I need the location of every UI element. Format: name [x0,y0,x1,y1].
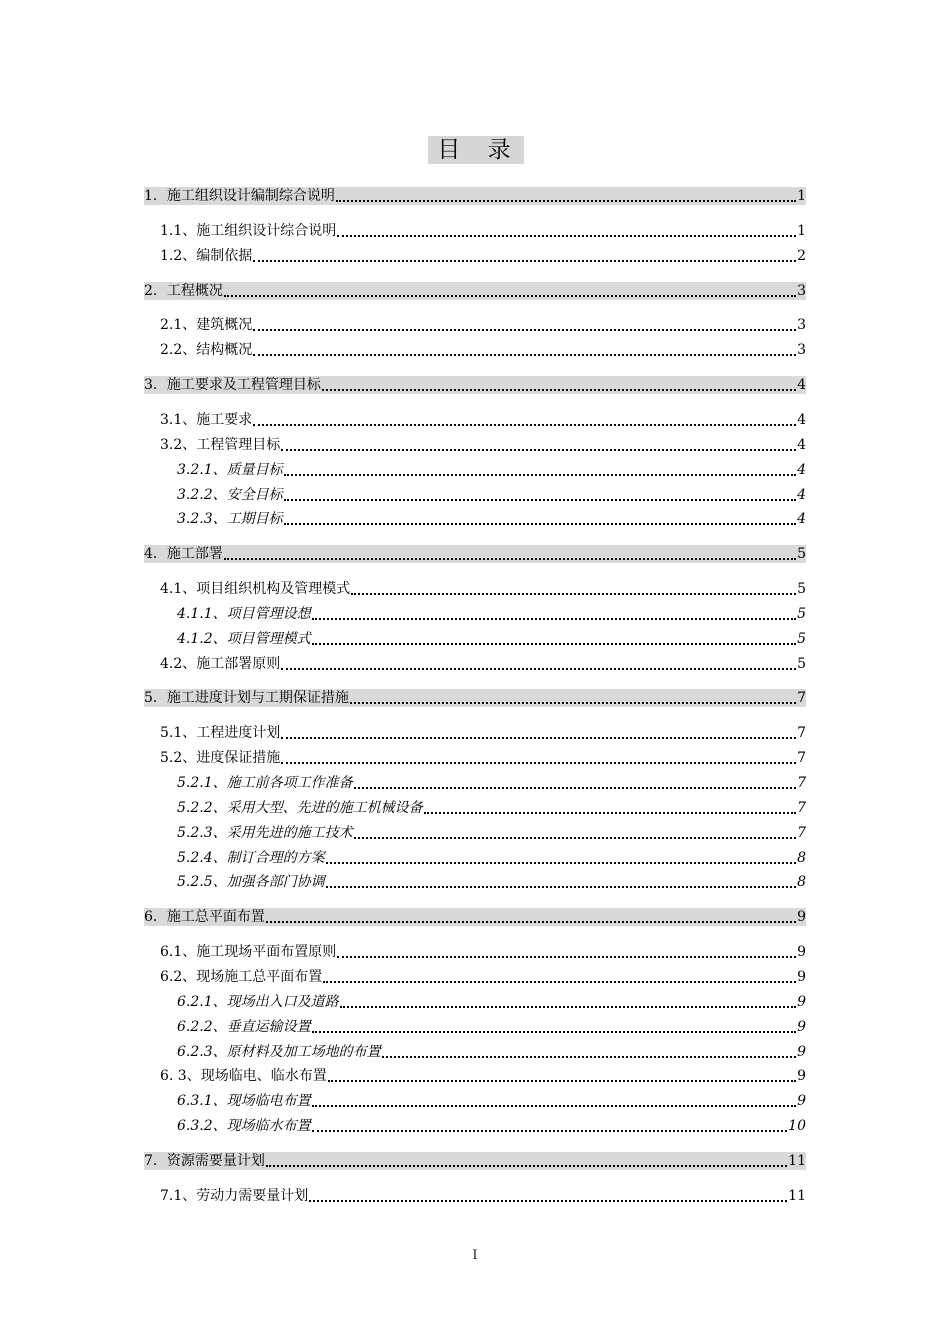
toc-entry-label: 6.2.2、垂直运输设置 [177,1019,311,1035]
toc-entry[interactable] [160,247,806,265]
toc-entry[interactable] [177,873,806,891]
dot-leader [281,733,796,739]
toc-entry-page: 5 [797,606,806,622]
toc-entry-page: 8 [797,874,806,890]
toc-entry-label: 3．施工要求及工程管理目标 [144,377,321,393]
toc-entry[interactable] [177,510,806,528]
toc-entry-page: 9 [797,969,806,985]
dot-leader [336,196,796,202]
dot-leader [337,231,796,237]
toc-entry-page: 7 [797,725,806,741]
dot-leader [312,639,796,645]
toc-entry-page: 3 [797,342,806,358]
dot-leader [266,917,796,923]
toc-entry-page: 5 [797,581,806,597]
dot-leader [312,614,796,620]
dot-leader [382,1052,796,1058]
toc-entry-page: 9 [797,1019,806,1035]
dot-leader [266,1161,787,1167]
toc-entry-page: 4 [797,437,806,453]
toc-entry-page: 1 [797,223,806,239]
toc-entry[interactable] [144,689,806,707]
toc-entry[interactable] [160,1187,806,1205]
toc-entry-label: 1．施工组织设计编制综合说明 [144,188,335,204]
toc-entry-label: 5.2.4、制订合理的方案 [177,850,325,866]
dot-leader [224,554,796,560]
toc-entry-page: 4 [797,462,806,478]
toc-entry-page: 9 [797,1044,806,1060]
toc-entry[interactable] [160,749,806,767]
toc-entry-label: 2.2、结构概况 [160,342,253,358]
toc-entry-page: 7 [797,825,806,841]
toc-entry-label: 7.1、劳动力需要量计划 [160,1188,309,1204]
toc-entry-page: 7 [797,690,806,706]
toc-entry-label: 3.1、施工要求 [160,412,253,428]
dot-leader [337,952,796,958]
toc-entry[interactable] [177,461,806,479]
toc-entry[interactable] [160,724,806,742]
toc-entry-page: 11 [788,1153,806,1169]
toc-entry[interactable] [144,376,806,394]
toc-entry-label: 3.2、工程管理目标 [160,437,281,453]
toc-entry-label: 6.3.2、现场临水布置 [177,1118,311,1134]
dot-leader [326,882,796,888]
toc-entry-label: 4．施工部署 [144,546,223,562]
dot-leader [323,977,796,983]
dot-leader [312,1027,796,1033]
toc-entry[interactable] [177,799,806,817]
toc-entry[interactable] [177,486,806,504]
toc-entry[interactable] [177,1117,806,1135]
toc-entry-page: 4 [797,377,806,393]
toc-entry[interactable] [160,436,806,454]
toc-entry-page: 2 [797,248,806,264]
toc-entry[interactable] [160,655,806,673]
dot-leader [284,470,796,476]
toc-entry[interactable] [177,605,806,623]
toc-entry[interactable] [177,849,806,867]
dot-leader [350,698,796,704]
dot-leader [253,350,796,356]
toc-entry-label: 6.1、施工现场平面布置原则 [160,944,337,960]
toc-entry-page: 9 [797,909,806,925]
toc-entry-page: 5 [797,631,806,647]
dot-leader [424,808,796,814]
toc-entry-label: 3.2.3、工期目标 [177,511,283,527]
dot-leader [354,833,796,839]
toc-entry-label: 2.1、建筑概况 [160,317,253,333]
toc-entry-page: 1 [797,188,806,204]
toc-entry[interactable] [160,1067,806,1085]
toc-entry-page: 9 [797,1093,806,1109]
toc-entry-label: 1.1、施工组织设计综合说明 [160,223,337,239]
toc-entry-page: 7 [797,750,806,766]
dot-leader [284,495,796,501]
toc-entry-page: 4 [797,487,806,503]
toc-entry[interactable] [160,943,806,961]
toc-entry[interactable] [144,282,806,300]
toc-entry-label: 6．施工总平面布置 [144,909,265,925]
toc-entry[interactable] [160,222,806,240]
toc-entry-page: 3 [797,283,806,299]
dot-leader [253,256,796,262]
toc-entry-label: 5．施工进度计划与工期保证措施 [144,690,349,706]
toc-entry[interactable] [144,1152,806,1170]
toc-entry-label: 2．工程概况 [144,283,223,299]
toc-entry-page: 4 [797,511,806,527]
toc-entry-page: 7 [797,775,806,791]
dot-leader [328,1076,796,1082]
toc-title: 目 录 [428,136,524,164]
toc-entry[interactable] [177,630,806,648]
toc-entry-label: 5.2.3、采用先进的施工技术 [177,825,353,841]
toc-entry-label: 6.2.3、原材料及加工场地的布置 [177,1044,381,1060]
dot-leader [312,1101,796,1107]
dot-leader [281,445,796,451]
dot-leader [224,291,796,297]
dot-leader [312,1126,788,1132]
dot-leader [284,519,796,525]
toc-entry-label: 4.2、施工部署原则 [160,656,281,672]
toc-entry-page: 10 [788,1118,806,1134]
toc-entry-label: 4.1.1、项目管理设想 [177,606,311,622]
toc-entry[interactable] [177,774,806,792]
dot-leader [326,858,796,864]
dot-leader [309,1196,787,1202]
toc-entry-page: 9 [797,1068,806,1084]
toc-entry-label: 5.2、进度保证措施 [160,750,281,766]
toc-entry[interactable] [160,316,806,334]
toc-entry[interactable] [144,545,806,563]
dot-leader [322,385,796,391]
dot-leader [340,1002,796,1008]
toc-entry-page: 11 [788,1188,806,1204]
toc-entry-page: 8 [797,850,806,866]
toc-entry-label: 7．资源需要量计划 [144,1153,265,1169]
toc-entry-label: 5.2.2、采用大型、先进的施工机械设备 [177,800,423,816]
toc-entry-label: 1.2、编制依据 [160,248,253,264]
toc-entry-label: 6.3.1、现场临电布置 [177,1093,311,1109]
toc-entry-page: 7 [797,800,806,816]
toc-entry[interactable] [177,1043,806,1061]
dot-leader [253,325,796,331]
toc-entry-label: 4.1、项目组织机构及管理模式 [160,581,351,597]
dot-leader [354,783,796,789]
toc-entry[interactable] [177,1018,806,1036]
toc-entry-label: 3.2.2、安全目标 [177,487,283,503]
toc-entry-label: 5.2.5、加强各部门协调 [177,874,325,890]
page-number: I [472,1248,478,1263]
toc-entry[interactable] [160,341,806,359]
toc-entry-page: 3 [797,317,806,333]
toc-entry-label: 5.2.1、施工前各项工作准备 [177,775,353,791]
toc-entry[interactable] [160,968,806,986]
toc-entry-label: 6.2.1、现场出入口及道路 [177,994,339,1010]
toc-entry-label: 3.2.1、质量目标 [177,462,283,478]
dot-leader [351,589,796,595]
toc-entry-page: 9 [797,944,806,960]
toc-entry-page: 9 [797,994,806,1010]
toc-entry-page: 5 [797,656,806,672]
toc-entry-label: 6.2、现场施工总平面布置 [160,969,323,985]
toc-entry[interactable] [144,908,806,926]
toc-entry[interactable] [160,580,806,598]
toc-entry[interactable] [177,824,806,842]
toc-entry-label: 5.1、工程进度计划 [160,725,281,741]
toc-entry-label: 6. 3、现场临电、临水布置 [160,1068,327,1084]
dot-leader [253,420,796,426]
toc-entry[interactable] [144,187,806,205]
dot-leader [281,664,796,670]
dot-leader [281,758,796,764]
toc-entry[interactable] [160,411,806,429]
toc-entry-label: 4.1.2、项目管理模式 [177,631,311,647]
toc-entry[interactable] [177,993,806,1011]
toc-entry-page: 5 [797,546,806,562]
toc-entry[interactable] [177,1092,806,1110]
toc-entry-page: 4 [797,412,806,428]
